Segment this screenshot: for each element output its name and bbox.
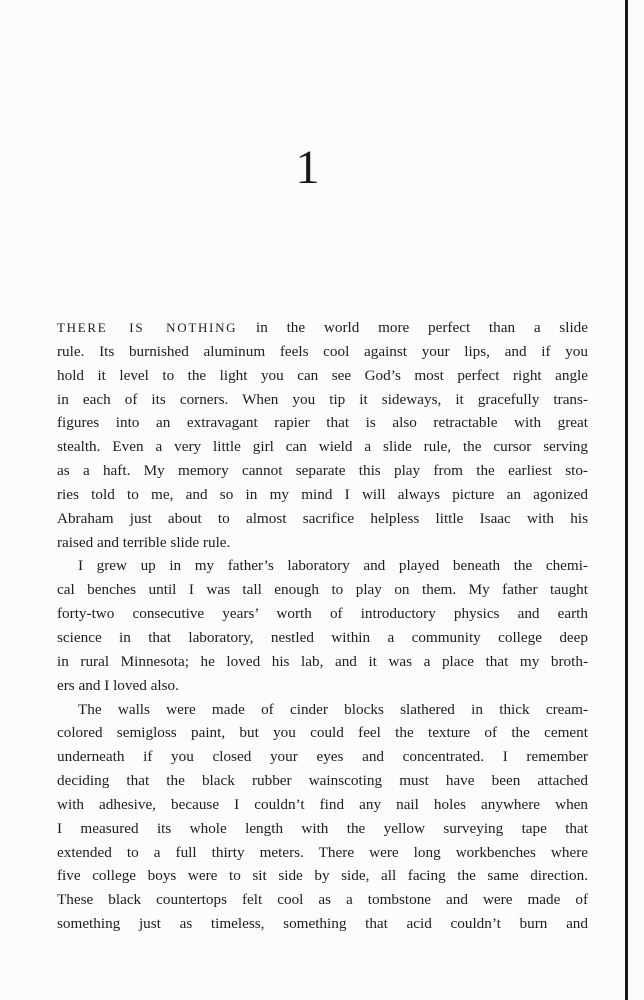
text-line: colored semigloss paint, but you could feel the texture of the cement bbox=[57, 724, 588, 742]
text-line: rule. Its burnished aluminum feels cool against your lips, and if you bbox=[57, 342, 588, 360]
text-line: ries told to me, and so in my mind I will always picture an agonized bbox=[57, 485, 588, 503]
text-line: with adhesive, because I couldn’t find any nail holes anywhere when bbox=[57, 795, 588, 813]
text-line: The walls were made of cinder blocks slathered in thick cream- bbox=[78, 700, 588, 718]
page-gutter-shadow-line bbox=[625, 0, 628, 1000]
text-line: stealth. Even a very little girl can wield a slide rule, the cursor serving bbox=[57, 438, 588, 456]
text-line: forty-two consecutive years’ worth of introductory physics and earth bbox=[57, 605, 588, 623]
text-line: These black countertops felt cool as a tombstone and were made of bbox=[57, 891, 588, 909]
small-caps-lead: THERE IS NOTHING bbox=[57, 320, 238, 335]
text-line: raised and terrible slide rule. bbox=[57, 533, 231, 551]
text-line: cal benches until I was tall enough to play on them. My father taught bbox=[57, 581, 588, 599]
text-line: ers and I loved also. bbox=[57, 676, 179, 694]
text-line: underneath if you closed your eyes and concentrated. I remember bbox=[57, 748, 588, 766]
text-line: as a haft. My memory cannot separate this play from the earliest sto- bbox=[57, 462, 588, 480]
text-line: THERE IS NOTHING in the world more perfect than a slide bbox=[57, 319, 588, 336]
text-line: five college boys were to sit side by side, all facing the same direction. bbox=[57, 867, 588, 885]
text-line: I measured its whole length with the yellow surveying tape that bbox=[57, 819, 588, 837]
text-line: in rural Minnesota; he loved his lab, and it was a place that my broth- bbox=[57, 652, 588, 670]
body-text bbox=[57, 316, 588, 936]
chapter-number: 1 bbox=[295, 141, 320, 194]
text-line: I grew up in my father’s laboratory and played beneath the chemi- bbox=[78, 557, 588, 575]
text-line: figures into an extravagant rapier that is also retractable with great bbox=[57, 414, 588, 432]
text-line: Abraham just about to almost sacrifice helpless little Isaac with his bbox=[57, 509, 588, 527]
text-line: extended to a full thirty meters. There were long workbenches where bbox=[57, 843, 588, 861]
text-line: deciding that the black rubber wainscoting must have been attached bbox=[57, 772, 588, 790]
text-line: hold it level to the light you can see God’s most perfect right angle bbox=[57, 366, 588, 384]
text-line: something just as timeless, something that acid couldn’t burn and bbox=[57, 915, 588, 933]
text-line: in each of its corners. When you tip it sideways, it gracefully trans- bbox=[57, 390, 588, 408]
text-line: science in that laboratory, nestled within a community college deep bbox=[57, 628, 588, 646]
